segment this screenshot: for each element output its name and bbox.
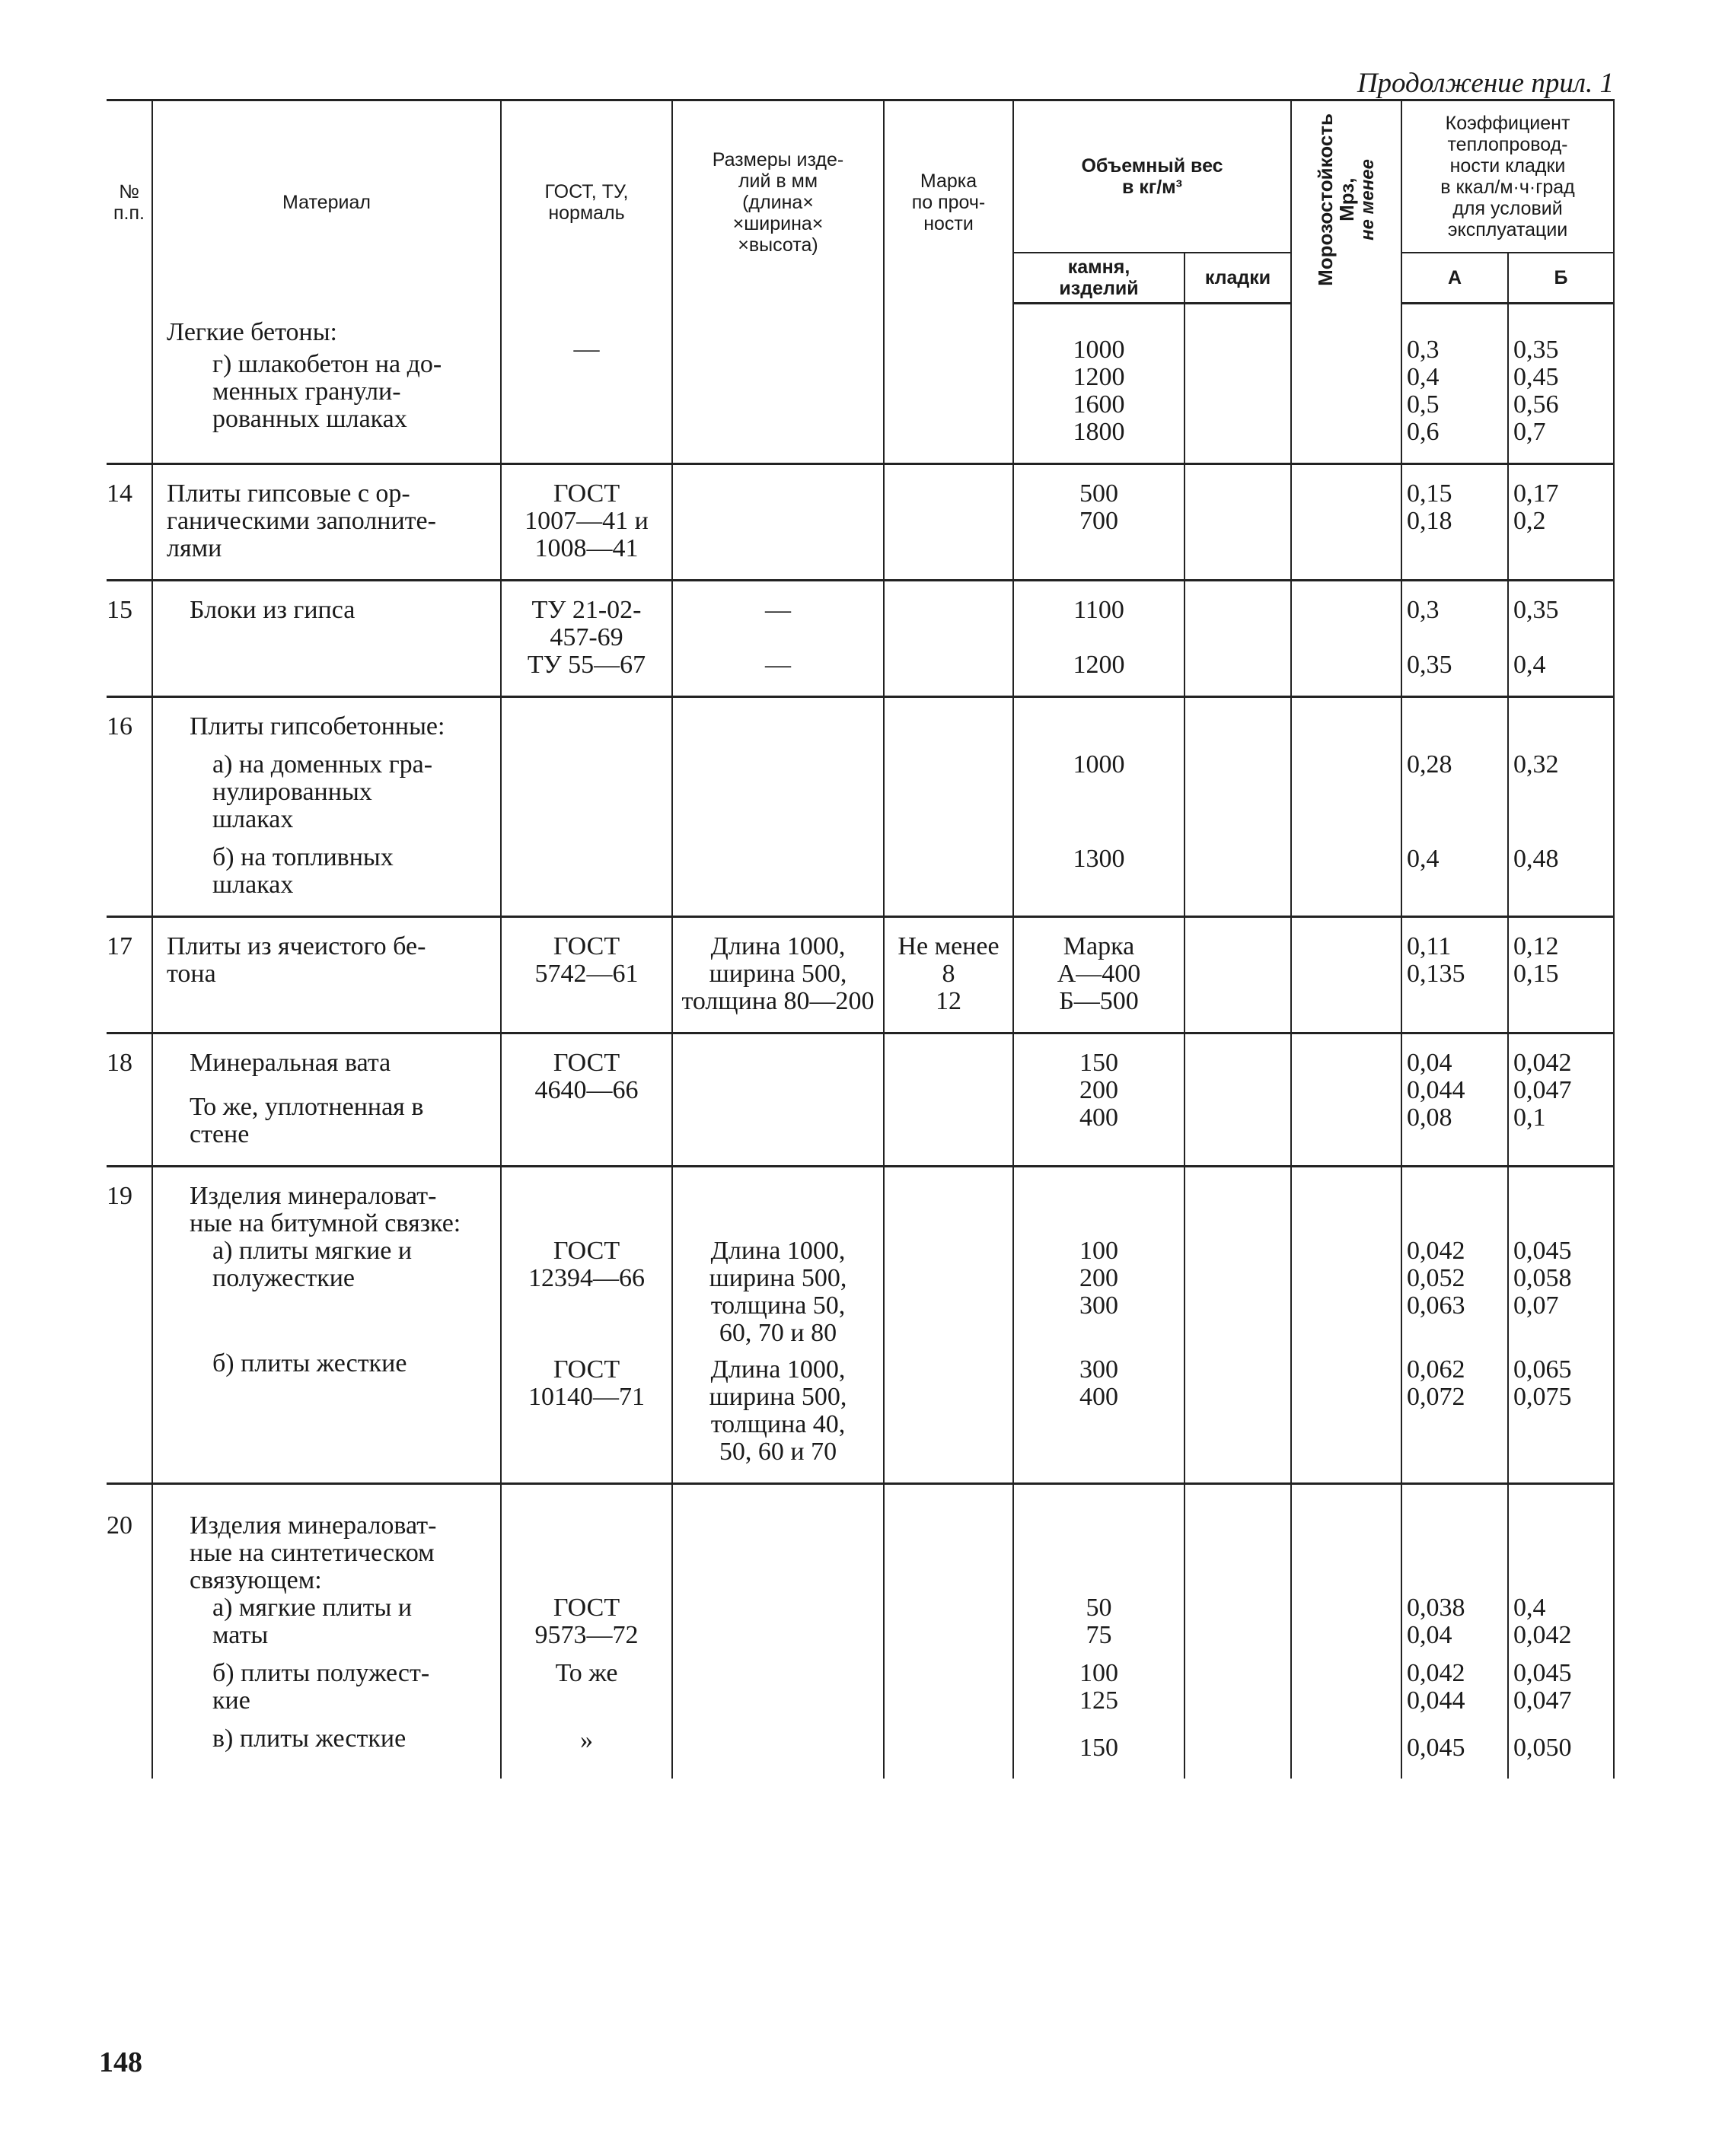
header-a: А — [1401, 253, 1508, 304]
table-row: Легкие бетоны: г) шлакобетон на до- менных гранули- рованных шлаках — 1000 1200 1600 1800 0,3 0,4 0,5 0,6 0,35 0,45 0,56 0,7 — [107, 304, 1614, 464]
header-volume-weight: Объемный вес в кг/м³ — [1013, 100, 1291, 253]
continuation-note: Продолжение прил. 1 — [1357, 68, 1614, 99]
table-row: 19 Изделия минераловат- ные на битумной связке: а) плиты мягкие и полужесткие б) плиты жесткие ГОСТ 12394—66 ГОСТ 10140—71 Длина 1000, ширина 500, толщина 50, 60, 70 и 80 Длина 1000, ширина 500, толщина 40, 50, 60 и 70 100 200 300 300 400 0,042 0,052 0,063 0,062 0,072 0,045 0,058 0,07 0,065 0,075 — [107, 1167, 1614, 1484]
materials-table — [107, 99, 1615, 1779]
page-number: 148 — [99, 2046, 142, 2078]
material-cell: Легкие бетоны: г) шлакобетон на до- менных гранули- рованных шлаках — [152, 304, 501, 464]
header-coefficient: Коэффициент теплопровод- ности кладки в ккал/м·ч·град для условий эксплуатации — [1401, 100, 1614, 253]
table-row: 16 Плиты гипсобетонные: а) на доменных гра- нулированных шлаках б) на топливных шлаках 1000 1300 0,28 0,4 0,32 0,48 — [107, 697, 1614, 917]
header-stone: камня, изделий — [1013, 253, 1185, 304]
table-row: 18 Минеральная вата То же, уплотненная в стене ГОСТ 4640—66 150 200 400 0,04 0,044 0,08 0,042 0,047 0,1 — [107, 1033, 1614, 1167]
table-row: 15 Блоки из гипса ТУ 21-02- 457-69 ТУ 55—67 — — 1100 1200 0,3 0,35 0,35 0,4 — [107, 581, 1614, 697]
table-row: 17 Плиты из ячеистого бе- тона ГОСТ 5742—61 Длина 1000, ширина 500, толщина 80—200 Не менее 8 12 Марка А—400 Б—500 0,11 0,135 0,12 0,15 — [107, 917, 1614, 1033]
header-material: Материал — [152, 100, 501, 304]
header-masonry: кладки — [1185, 253, 1291, 304]
header-gost: ГОСТ, ТУ, нормаль — [501, 100, 672, 304]
table-row: 14 Плиты гипсовые с ор- ганическими заполните- лями ГОСТ 1007—41 и 1008—41 500 700 0,15 0,18 0,17 0,2 — [107, 464, 1614, 581]
header-num: № п.п. — [107, 100, 152, 304]
table-row: 20 Изделия минераловат- ные на синтетическом связующем: а) мягкие плиты и маты б) плиты полужест- кие в) плиты жесткие ГОСТ 9573—72 То же » 50 75 100 125 150 0,038 0,04 0,042 0,044 0,045 0,4 0,042 0,045 0,047 0,050 — [107, 1484, 1614, 1779]
header-sizes: Размеры изде- лий в мм (длина× ×ширина× ×высота) — [672, 100, 884, 304]
header-frost: Морозостойкость Мрз, не менее — [1291, 100, 1401, 304]
header-b: Б — [1508, 253, 1614, 304]
header-mark: Марка по проч- ности — [884, 100, 1013, 304]
